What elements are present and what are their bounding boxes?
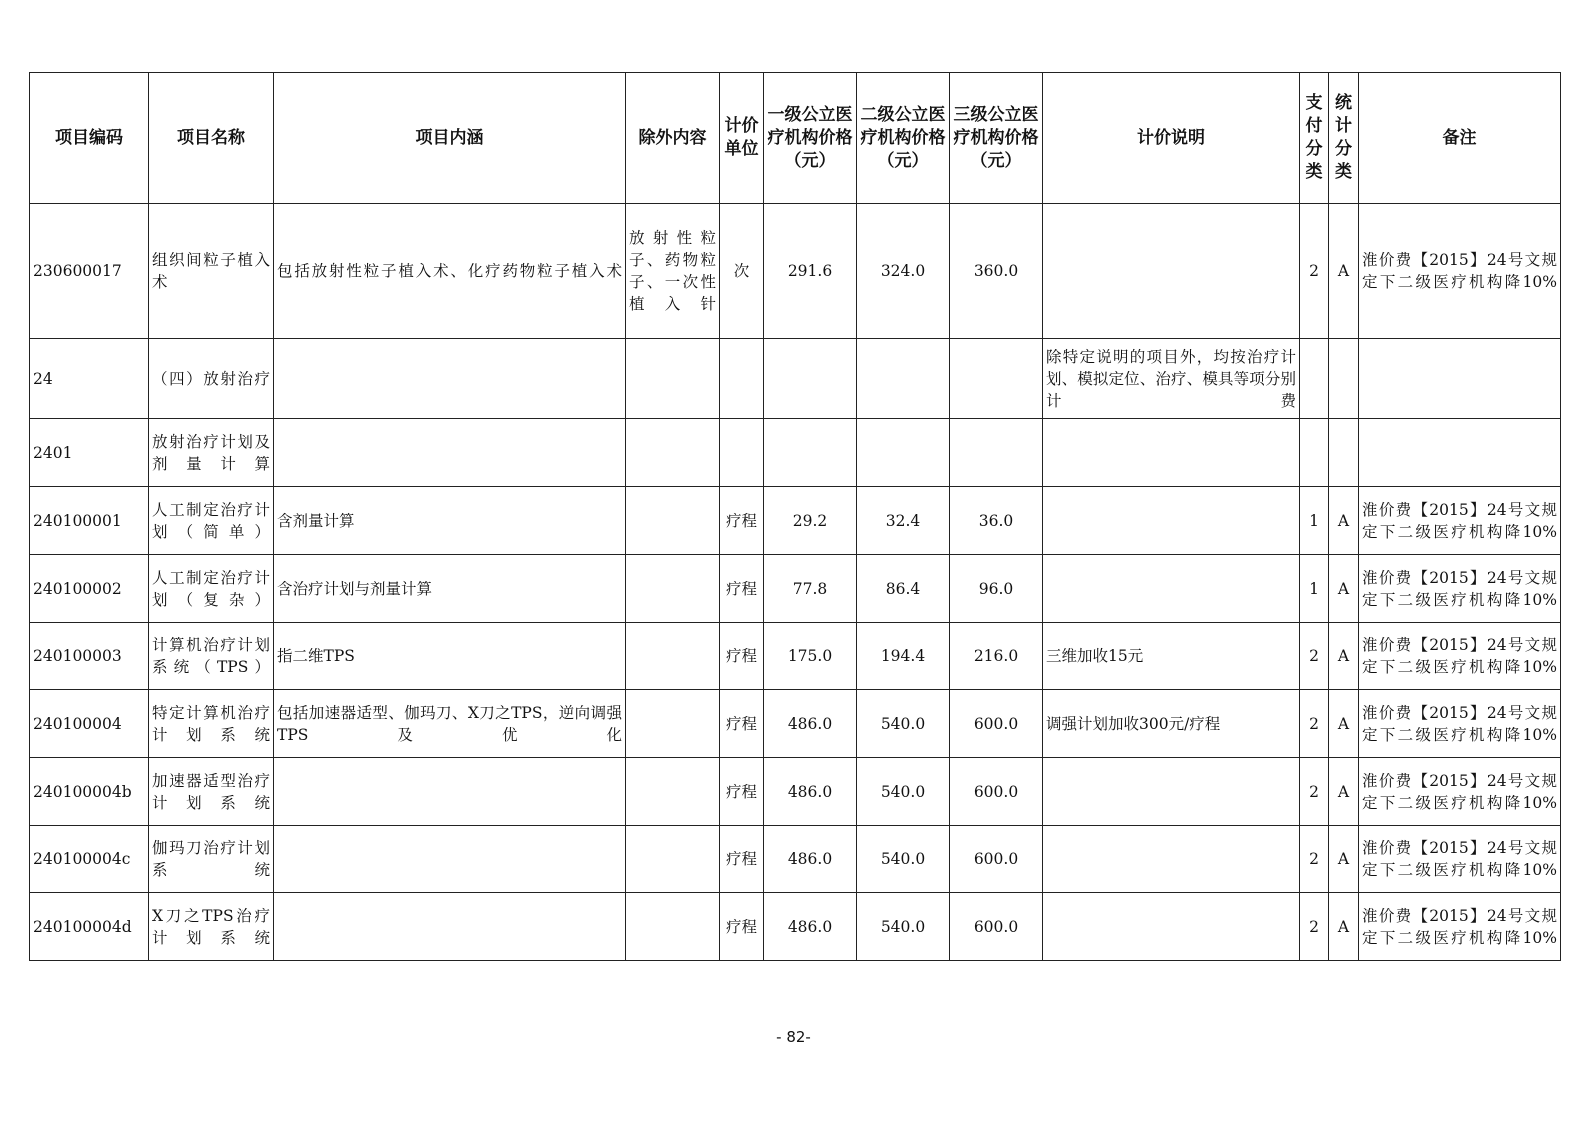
cell-price2: 194.4	[857, 623, 950, 690]
cell-content: 含剂量计算	[274, 487, 626, 555]
cell-pay: 2	[1300, 204, 1329, 339]
cell-note	[1043, 419, 1300, 487]
cell-name: 人工制定治疗计划（简单）	[149, 487, 274, 555]
cell-unit: 疗程	[720, 893, 764, 961]
cell-remark: 淮价费【2015】24号文规定下二级医疗机构降10%	[1359, 758, 1561, 826]
cell-name: X刀之TPS治疗计划系统	[149, 893, 274, 961]
header-name: 项目名称	[149, 73, 274, 204]
cell-unit: 疗程	[720, 487, 764, 555]
cell-unit	[720, 339, 764, 419]
cell-unit	[720, 419, 764, 487]
cell-exclude	[626, 758, 720, 826]
cell-remark: 淮价费【2015】24号文规定下二级医疗机构降10%	[1359, 487, 1561, 555]
header-unit: 计价单位	[720, 73, 764, 204]
cell-code: 240100004	[30, 690, 149, 758]
table-row	[30, 487, 1561, 555]
cell-pay: 2	[1300, 758, 1329, 826]
table-row	[30, 893, 1561, 961]
table-row	[30, 826, 1561, 893]
table-row	[30, 204, 1561, 339]
cell-exclude	[626, 339, 720, 419]
cell-unit: 疗程	[720, 758, 764, 826]
header-price2: 二级公立医疗机构价格（元）	[857, 73, 950, 204]
cell-content: 包括放射性粒子植入术、化疗药物粒子植入术	[274, 204, 626, 339]
cell-price3: 96.0	[950, 555, 1043, 623]
cell-pay: 2	[1300, 893, 1329, 961]
cell-price2: 86.4	[857, 555, 950, 623]
cell-content	[274, 758, 626, 826]
cell-price2: 540.0	[857, 826, 950, 893]
cell-exclude	[626, 623, 720, 690]
cell-code: 240100004c	[30, 826, 149, 893]
cell-pay: 2	[1300, 826, 1329, 893]
cell-stat: A	[1329, 487, 1359, 555]
cell-price2: 540.0	[857, 690, 950, 758]
cell-note	[1043, 204, 1300, 339]
header-note: 计价说明	[1043, 73, 1300, 204]
cell-name: 加速器适型治疗计划系统	[149, 758, 274, 826]
header-price3: 三级公立医疗机构价格（元）	[950, 73, 1043, 204]
cell-price3: 600.0	[950, 690, 1043, 758]
cell-remark: 淮价费【2015】24号文规定下二级医疗机构降10%	[1359, 623, 1561, 690]
cell-pay: 1	[1300, 555, 1329, 623]
cell-unit: 疗程	[720, 826, 764, 893]
fee-table	[29, 72, 1561, 961]
cell-note	[1043, 893, 1300, 961]
cell-price1: 29.2	[764, 487, 857, 555]
cell-name: 计算机治疗计划系统（TPS）	[149, 623, 274, 690]
cell-code: 240100004b	[30, 758, 149, 826]
cell-pay	[1300, 339, 1329, 419]
cell-remark: 淮价费【2015】24号文规定下二级医疗机构降10%	[1359, 690, 1561, 758]
cell-price3: 600.0	[950, 758, 1043, 826]
cell-content	[274, 826, 626, 893]
cell-remark: 淮价费【2015】24号文规定下二级医疗机构降10%	[1359, 893, 1561, 961]
cell-code: 240100003	[30, 623, 149, 690]
cell-content: 含治疗计划与剂量计算	[274, 555, 626, 623]
header-remark: 备注	[1359, 73, 1561, 204]
cell-name: 人工制定治疗计划（复杂）	[149, 555, 274, 623]
cell-code: 240100001	[30, 487, 149, 555]
cell-pay: 2	[1300, 623, 1329, 690]
cell-price1	[764, 419, 857, 487]
cell-content	[274, 419, 626, 487]
cell-note: 调强计划加收300元/疗程	[1043, 690, 1300, 758]
cell-name: 伽玛刀治疗计划系统	[149, 826, 274, 893]
cell-remark: 淮价费【2015】24号文规定下二级医疗机构降10%	[1359, 204, 1561, 339]
cell-price1: 291.6	[764, 204, 857, 339]
cell-price3: 600.0	[950, 893, 1043, 961]
table-row	[30, 339, 1561, 419]
cell-note	[1043, 758, 1300, 826]
cell-stat: A	[1329, 555, 1359, 623]
cell-unit: 疗程	[720, 555, 764, 623]
cell-content: 指二维TPS	[274, 623, 626, 690]
cell-exclude	[626, 487, 720, 555]
cell-content: 包括加速器适型、伽玛刀、X刀之TPS，逆向调强TPS及优化	[274, 690, 626, 758]
cell-price1: 486.0	[764, 893, 857, 961]
cell-stat	[1329, 419, 1359, 487]
cell-content	[274, 339, 626, 419]
cell-exclude	[626, 893, 720, 961]
cell-note	[1043, 487, 1300, 555]
cell-exclude	[626, 690, 720, 758]
table-row	[30, 555, 1561, 623]
cell-pay: 1	[1300, 487, 1329, 555]
cell-exclude	[626, 419, 720, 487]
cell-price1: 77.8	[764, 555, 857, 623]
cell-exclude	[626, 826, 720, 893]
cell-stat: A	[1329, 623, 1359, 690]
table-header-row	[30, 73, 1561, 204]
cell-price1	[764, 339, 857, 419]
cell-unit: 次	[720, 204, 764, 339]
cell-note	[1043, 555, 1300, 623]
cell-pay: 2	[1300, 690, 1329, 758]
cell-code: 24	[30, 339, 149, 419]
cell-note: 除特定说明的项目外，均按治疗计划、模拟定位、治疗、模具等项分别计费	[1043, 339, 1300, 419]
cell-code: 240100002	[30, 555, 149, 623]
cell-name: （四）放射治疗	[149, 339, 274, 419]
table-row	[30, 419, 1561, 487]
table-row	[30, 690, 1561, 758]
cell-price1: 486.0	[764, 758, 857, 826]
page-number: - 82-	[776, 1028, 811, 1046]
cell-name: 放射治疗计划及剂量计算	[149, 419, 274, 487]
cell-price3: 216.0	[950, 623, 1043, 690]
cell-price3	[950, 419, 1043, 487]
cell-remark	[1359, 419, 1561, 487]
cell-price2: 540.0	[857, 893, 950, 961]
cell-exclude	[626, 555, 720, 623]
table-row	[30, 758, 1561, 826]
cell-price2: 32.4	[857, 487, 950, 555]
cell-remark	[1359, 339, 1561, 419]
cell-price3: 600.0	[950, 826, 1043, 893]
header-content: 项目内涵	[274, 73, 626, 204]
cell-note: 三维加收15元	[1043, 623, 1300, 690]
cell-stat	[1329, 339, 1359, 419]
cell-price1: 486.0	[764, 690, 857, 758]
cell-remark: 淮价费【2015】24号文规定下二级医疗机构降10%	[1359, 826, 1561, 893]
cell-price3: 360.0	[950, 204, 1043, 339]
cell-stat: A	[1329, 758, 1359, 826]
header-exclude: 除外内容	[626, 73, 720, 204]
cell-pay	[1300, 419, 1329, 487]
cell-content	[274, 893, 626, 961]
cell-price3: 36.0	[950, 487, 1043, 555]
cell-price2: 540.0	[857, 758, 950, 826]
cell-code: 2401	[30, 419, 149, 487]
cell-stat: A	[1329, 690, 1359, 758]
cell-name: 组织间粒子植入术	[149, 204, 274, 339]
cell-price2	[857, 419, 950, 487]
header-price1: 一级公立医疗机构价格（元）	[764, 73, 857, 204]
cell-note	[1043, 826, 1300, 893]
header-pay: 支付分类	[1300, 73, 1329, 204]
cell-remark: 淮价费【2015】24号文规定下二级医疗机构降10%	[1359, 555, 1561, 623]
cell-unit: 疗程	[720, 623, 764, 690]
cell-stat: A	[1329, 826, 1359, 893]
header-stat: 统计分类	[1329, 73, 1359, 204]
cell-price1: 175.0	[764, 623, 857, 690]
cell-exclude: 放射性粒子、药物粒子、一次性植入针	[626, 204, 720, 339]
cell-price2: 324.0	[857, 204, 950, 339]
header-code: 项目编码	[30, 73, 149, 204]
cell-code: 240100004d	[30, 893, 149, 961]
cell-price2	[857, 339, 950, 419]
cell-code: 230600017	[30, 204, 149, 339]
cell-price1: 486.0	[764, 826, 857, 893]
cell-price3	[950, 339, 1043, 419]
cell-name: 特定计算机治疗计划系统	[149, 690, 274, 758]
cell-unit: 疗程	[720, 690, 764, 758]
cell-stat: A	[1329, 204, 1359, 339]
cell-stat: A	[1329, 893, 1359, 961]
table-row	[30, 623, 1561, 690]
